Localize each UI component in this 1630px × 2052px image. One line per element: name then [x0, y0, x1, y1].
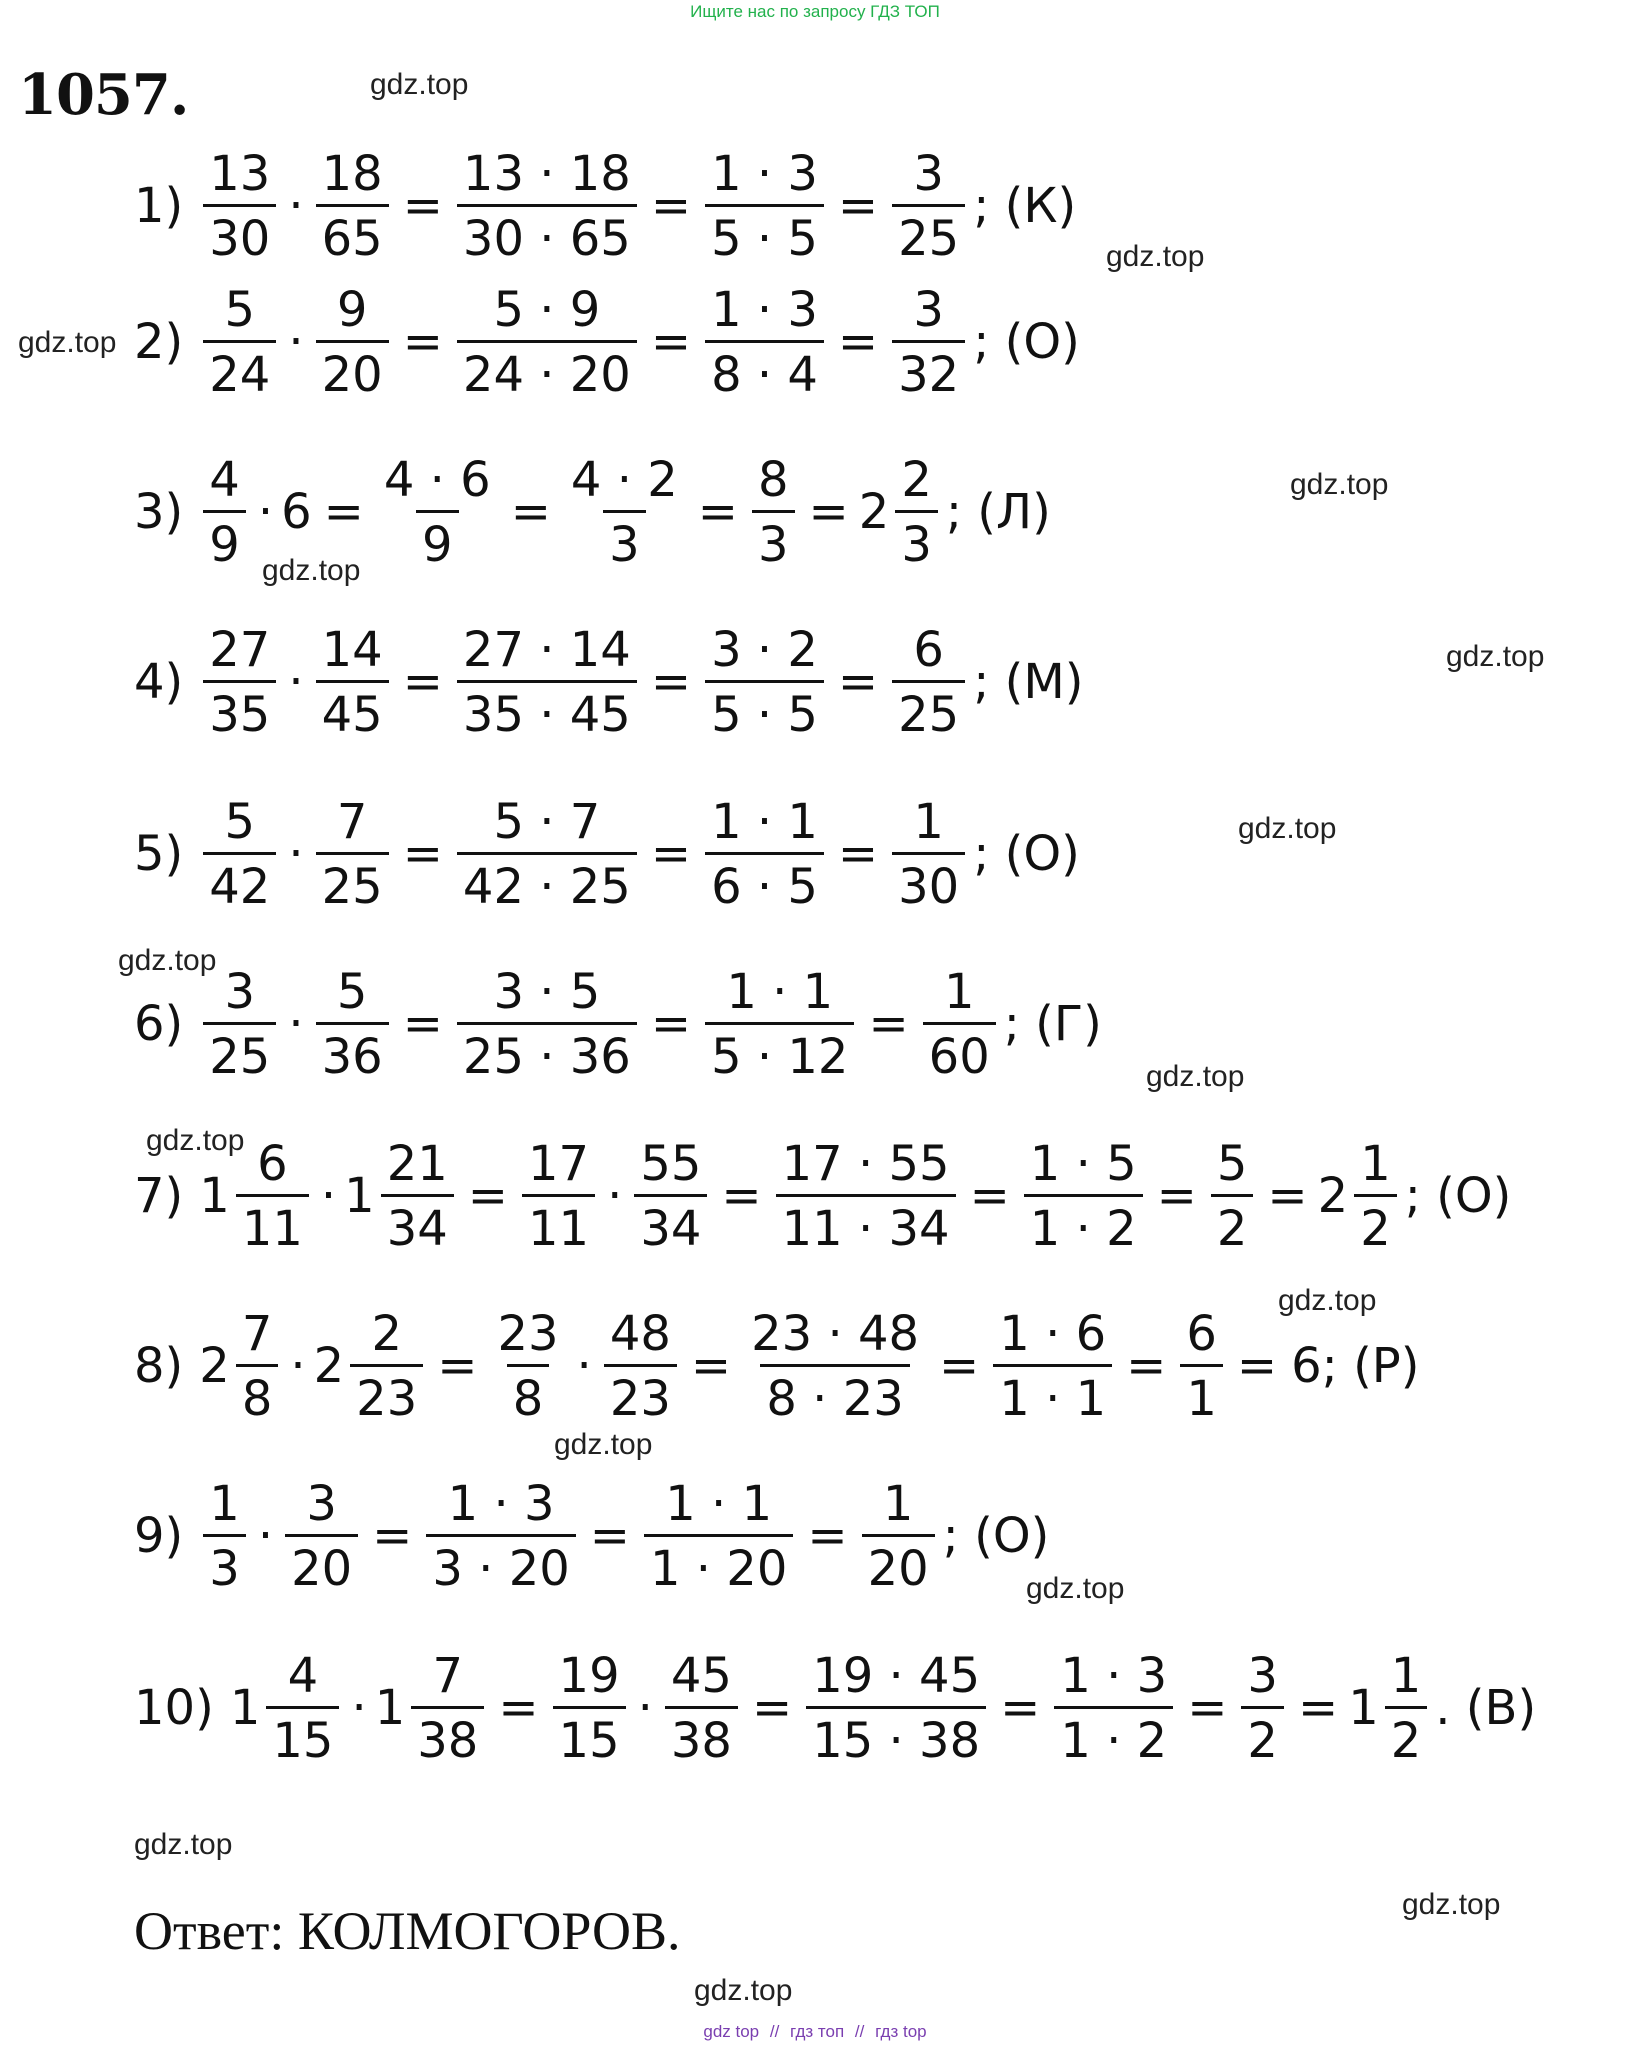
numerator: 5 [1216, 1135, 1248, 1192]
denominator: 15 [266, 1706, 339, 1765]
denominator: 36 [316, 1022, 389, 1081]
letter-code: ; (Л) [945, 484, 1051, 540]
multiply-dot: · [290, 1338, 306, 1394]
item-number: 8) [134, 1338, 184, 1394]
fraction [705, 793, 824, 915]
numerator: 1 · 3 [1060, 1647, 1168, 1704]
multiply-dot: · [257, 1508, 274, 1564]
numerator: 3 [913, 281, 944, 338]
equals-sign: = [969, 1168, 1010, 1224]
numerator: 4 [287, 1647, 319, 1704]
equation-line-1 [134, 140, 1076, 272]
numerator: 1 · 3 [447, 1475, 555, 1532]
whole-number: 2 [313, 1338, 345, 1394]
letter-code: ; (М) [973, 654, 1084, 710]
equals-sign: = [690, 1338, 732, 1394]
fraction [203, 621, 276, 743]
equals-sign: = [467, 1168, 508, 1224]
numerator: 4 · 6 [383, 451, 491, 508]
fraction [457, 793, 637, 915]
watermark: gdz.top [146, 1124, 245, 1157]
denominator: 1 · 2 [1024, 1194, 1143, 1253]
whole-number: 1 [1348, 1680, 1379, 1736]
numerator: 7 [432, 1647, 464, 1704]
numerator: 1 · 1 [665, 1475, 773, 1532]
numerator: 19 · 45 [812, 1647, 981, 1704]
numerator: 14 [321, 621, 383, 678]
numerator: 13 [209, 145, 271, 202]
denominator: 25 [316, 852, 389, 911]
letter-code: ; (Г) [1003, 996, 1102, 1052]
fraction [381, 1135, 454, 1257]
letter-code: ; (О) [942, 1508, 1050, 1564]
letter-code: . (В) [1435, 1680, 1537, 1736]
numerator: 1 · 6 [999, 1305, 1107, 1362]
letter-code: ; (О) [1404, 1168, 1512, 1224]
fraction [923, 963, 996, 1085]
numerator: 1 [882, 1475, 914, 1532]
multiply-dot: · [607, 1168, 623, 1224]
letter-code: 6; (Р) [1291, 1338, 1420, 1394]
denominator: 23 [604, 1364, 677, 1423]
fraction [1211, 1135, 1254, 1257]
fraction [316, 281, 389, 403]
equals-sign: = [837, 654, 879, 710]
denominator: 8 [507, 1364, 550, 1423]
denominator: 2 [1354, 1194, 1397, 1253]
fraction [411, 1647, 484, 1769]
whole-number: 2 [199, 1338, 230, 1394]
numerator: 2 [901, 451, 932, 508]
equals-sign: = [1187, 1680, 1228, 1736]
equation-line-10 [134, 1642, 1536, 1774]
item-number: 5) [134, 826, 184, 882]
numerator: 9 [336, 281, 368, 338]
denominator: 9 [416, 510, 459, 569]
numerator: 3 [306, 1475, 337, 1532]
watermark: gdz.top [554, 1428, 653, 1461]
numerator: 8 [758, 451, 789, 508]
denominator: 24 [203, 340, 276, 399]
numerator: 4 [209, 451, 240, 508]
equals-sign: = [372, 1508, 413, 1564]
numerator: 2 [371, 1305, 402, 1362]
numerator: 13 · 18 [462, 145, 631, 202]
equals-sign: = [510, 484, 551, 540]
numerator: 6 [913, 621, 944, 678]
equals-sign: = [402, 996, 443, 1052]
denominator: 11 [522, 1194, 595, 1253]
equals-sign: = [721, 1168, 762, 1224]
numerator: 7 [241, 1305, 273, 1362]
fraction [895, 451, 938, 573]
watermark: gdz.top [1402, 1888, 1501, 1921]
whole-number: 1 [374, 1680, 406, 1736]
equals-sign: = [1000, 1680, 1041, 1736]
watermark: gdz.top [1026, 1572, 1125, 1605]
fraction [862, 1475, 935, 1597]
fraction [604, 1305, 677, 1427]
equals-sign: = [939, 1338, 980, 1394]
fraction [316, 145, 389, 267]
item-number: 4) [134, 654, 184, 710]
fraction [203, 281, 276, 403]
numerator: 45 [670, 1647, 732, 1704]
denominator: 3 [752, 510, 795, 569]
fraction [457, 621, 637, 743]
fraction [457, 281, 637, 403]
denominator: 25 [892, 680, 965, 739]
denominator: 30 [203, 204, 276, 263]
letter-code: ; (О) [973, 826, 1080, 882]
denominator: 6 · 5 [705, 852, 824, 911]
answer-text: Ответ: КОЛМОГОРОВ. [134, 1901, 681, 1961]
equals-sign: = [1236, 1338, 1278, 1394]
watermark: gdz.top [1278, 1284, 1377, 1317]
watermark: gdz.top [1106, 240, 1205, 273]
numerator: 5 [224, 793, 256, 850]
watermark: gdz.top [1238, 812, 1337, 845]
whole-number: 1 [229, 1680, 261, 1736]
equals-sign: = [323, 484, 364, 540]
denominator: 11 [236, 1194, 309, 1253]
equation-line-4 [134, 616, 1084, 748]
numerator: 5 · 7 [493, 793, 601, 850]
fraction [1024, 1135, 1143, 1257]
numerator: 1 [943, 963, 975, 1020]
multiply-dot: · [576, 1338, 592, 1394]
letter-code: ; (О) [973, 314, 1080, 370]
denominator: 8 · 23 [760, 1364, 909, 1423]
fraction [634, 1135, 707, 1257]
equals-sign: = [837, 178, 879, 234]
problem-number: 1057. [18, 62, 189, 128]
numerator: 3 [224, 963, 256, 1020]
numerator: 23 · 48 [751, 1305, 920, 1362]
numerator: 6 [1186, 1305, 1217, 1362]
numerator: 1 [913, 793, 944, 850]
whole-number: 1 [344, 1168, 375, 1224]
watermark: gdz.top [370, 68, 469, 101]
equation-line-3 [134, 446, 1051, 578]
multiply-dot: · [637, 1680, 653, 1736]
fraction [266, 1647, 339, 1769]
whole-number: 2 [1317, 1168, 1349, 1224]
denominator: 1 · 1 [993, 1364, 1112, 1423]
item-number: 3) [134, 484, 184, 540]
numerator: 17 · 55 [781, 1135, 950, 1192]
fraction [1054, 1647, 1173, 1769]
equals-sign: = [808, 484, 849, 540]
multiply-dot: · [288, 654, 304, 710]
denominator: 11 · 34 [776, 1194, 956, 1253]
whole-number: 1 [199, 1168, 230, 1224]
fraction [350, 1305, 423, 1427]
equals-sign: = [1156, 1168, 1197, 1224]
equals-sign: = [837, 314, 879, 370]
denominator: 25 [203, 1022, 276, 1081]
fraction [705, 281, 824, 403]
multiply-dot: · [257, 484, 274, 540]
fraction [705, 145, 824, 267]
denominator: 1 · 20 [644, 1534, 793, 1593]
multiply-dot: · [288, 178, 304, 234]
fraction [1385, 1647, 1428, 1769]
denominator: 3 [895, 510, 938, 569]
denominator: 5 · 5 [705, 680, 824, 739]
denominator: 2 [1385, 1706, 1428, 1765]
numerator: 1 · 5 [1029, 1135, 1137, 1192]
fraction [665, 1647, 738, 1769]
watermark: gdz.top [18, 326, 117, 359]
denominator: 65 [316, 204, 389, 263]
equals-sign: = [437, 1338, 478, 1394]
fraction [553, 1647, 626, 1769]
equals-sign: = [1297, 1680, 1339, 1736]
equals-sign: = [650, 996, 692, 1052]
denominator: 23 [350, 1364, 423, 1423]
numerator: 1 · 1 [711, 793, 818, 850]
denominator: 24 · 20 [457, 340, 637, 399]
numerator: 1 · 3 [711, 145, 818, 202]
numerator: 27 · 14 [462, 621, 631, 678]
equation-line-2 [134, 276, 1080, 408]
denominator: 34 [634, 1194, 707, 1253]
numerator: 1 [1390, 1647, 1422, 1704]
numerator: 48 [609, 1305, 671, 1362]
fraction [203, 1475, 246, 1597]
footer-links [0, 2022, 1630, 2042]
denominator: 32 [892, 340, 965, 399]
fraction [491, 1305, 564, 1427]
equation-line-8 [134, 1300, 1419, 1432]
watermark: gdz.top [1446, 640, 1545, 673]
multiply-dot: · [288, 826, 304, 882]
multiply-dot: · [288, 996, 304, 1052]
denominator: 38 [665, 1706, 738, 1765]
fraction [236, 1135, 309, 1257]
item-number: 2) [134, 314, 184, 370]
numerator: 3 · 5 [493, 963, 601, 1020]
numerator: 23 [497, 1305, 559, 1362]
fraction [236, 1305, 279, 1427]
denominator: 2 [1241, 1706, 1284, 1765]
numerator: 21 [386, 1135, 448, 1192]
numerator: 1 [209, 1475, 240, 1532]
watermark: gdz.top [1146, 1060, 1245, 1093]
denominator: 42 · 25 [457, 852, 637, 911]
watermark: gdz.top [134, 1828, 233, 1861]
fraction [892, 793, 965, 915]
fraction [806, 1647, 986, 1769]
denominator: 15 [553, 1706, 626, 1765]
fraction [776, 1135, 956, 1257]
equation-line-7 [134, 1130, 1511, 1262]
fraction [1354, 1135, 1397, 1257]
letter-code: ; (К) [973, 178, 1077, 234]
item-number: 9) [134, 1508, 184, 1564]
numerator: 3 [913, 145, 944, 202]
denominator: 8 · 4 [705, 340, 824, 399]
footer-link[interactable]: гдз топ [790, 2022, 845, 2041]
numerator: 18 [321, 145, 383, 202]
denominator: 5 · 12 [705, 1022, 854, 1081]
numerator: 1 · 3 [711, 281, 818, 338]
denominator: 3 [203, 1534, 246, 1593]
watermark: gdz.top [262, 554, 361, 587]
denominator: 1 [1180, 1364, 1223, 1423]
equals-sign: = [807, 1508, 848, 1564]
denominator: 30 [892, 852, 965, 911]
fraction [892, 621, 965, 743]
fraction [1180, 1305, 1223, 1427]
numerator: 5 · 9 [493, 281, 601, 338]
denominator: 2 [1211, 1194, 1254, 1253]
fraction [745, 1305, 925, 1427]
numerator: 5 [336, 963, 368, 1020]
denominator: 1 · 2 [1054, 1706, 1173, 1765]
fraction [565, 451, 684, 573]
numerator: 4 · 2 [570, 451, 678, 508]
equation-line-5 [134, 788, 1080, 920]
item-number: 1) [134, 178, 184, 234]
fraction [378, 451, 497, 573]
fraction [316, 621, 389, 743]
denominator: 3 [603, 510, 646, 569]
equation-line-6 [134, 958, 1102, 1090]
item-number: 10) [134, 1680, 214, 1736]
fraction [426, 1475, 575, 1597]
numerator: 27 [209, 621, 271, 678]
fraction [203, 145, 276, 267]
equation-line-9 [134, 1470, 1049, 1602]
fraction [644, 1475, 793, 1597]
footer-link[interactable]: гдз top [875, 2022, 927, 2041]
fraction [457, 963, 637, 1085]
denominator: 42 [203, 852, 276, 911]
fraction [993, 1305, 1112, 1427]
multiply-dot: · [320, 1168, 337, 1224]
denominator: 9 [203, 510, 246, 569]
denominator: 35 · 45 [457, 680, 637, 739]
fraction [457, 145, 637, 267]
equals-sign: = [650, 826, 692, 882]
equals-sign: = [650, 654, 692, 710]
equals-sign: = [402, 826, 443, 882]
equals-sign: = [1126, 1338, 1167, 1394]
item-number: 6) [134, 996, 184, 1052]
equals-sign: = [589, 1508, 630, 1564]
footer-link[interactable]: gdz top [703, 2022, 760, 2041]
denominator: 35 [203, 680, 276, 739]
denominator: 20 [862, 1534, 935, 1593]
fraction [203, 793, 276, 915]
equals-sign: = [751, 1680, 793, 1736]
equals-sign: = [498, 1680, 539, 1736]
footer-separator: // [854, 2022, 865, 2041]
fraction [203, 451, 246, 573]
numerator: 5 [224, 281, 256, 338]
denominator: 3 · 20 [426, 1534, 575, 1593]
equals-sign: = [837, 826, 879, 882]
denominator: 15 · 38 [806, 1706, 986, 1765]
equals-sign: = [650, 314, 692, 370]
fraction [522, 1135, 595, 1257]
fraction [705, 621, 824, 743]
top-search-banner[interactable]: Ищите нас по запросу ГДЗ ТОП [690, 2, 940, 21]
numerator: 1 [1360, 1135, 1391, 1192]
whole-number: 2 [858, 484, 890, 540]
equals-sign: = [697, 484, 738, 540]
denominator: 45 [316, 680, 389, 739]
fraction [752, 451, 795, 573]
fraction [203, 963, 276, 1085]
numerator: 6 [257, 1135, 288, 1192]
fraction [285, 1475, 358, 1597]
denominator: 60 [923, 1022, 996, 1081]
fraction [892, 281, 965, 403]
equals-sign: = [402, 178, 443, 234]
denominator: 25 [892, 204, 965, 263]
equals-sign: = [650, 178, 692, 234]
multiply-dot: · [288, 314, 304, 370]
multiply-dot: · [351, 1680, 367, 1736]
numerator: 19 [558, 1647, 620, 1704]
numerator: 3 [1247, 1647, 1278, 1704]
equals-sign: = [402, 314, 443, 370]
numerator: 7 [336, 793, 368, 850]
numerator: 17 [528, 1135, 590, 1192]
whole-number: 6 [281, 484, 312, 540]
equals-sign: = [1267, 1168, 1308, 1224]
denominator: 20 [316, 340, 389, 399]
watermark: gdz.top [694, 1974, 793, 2007]
denominator: 8 [236, 1364, 279, 1423]
numerator: 55 [640, 1135, 702, 1192]
item-number: 7) [134, 1168, 184, 1224]
footer-separator: // [769, 2022, 780, 2041]
watermark: gdz.top [118, 944, 217, 977]
fraction [316, 793, 389, 915]
equals-sign: = [402, 654, 443, 710]
fraction [705, 963, 854, 1085]
denominator: 34 [381, 1194, 454, 1253]
fraction [316, 963, 389, 1085]
denominator: 38 [411, 1706, 484, 1765]
equals-sign: = [868, 996, 909, 1052]
numerator: 3 · 2 [711, 621, 818, 678]
watermark: gdz.top [1290, 468, 1389, 501]
denominator: 5 · 5 [705, 204, 824, 263]
denominator: 25 · 36 [457, 1022, 637, 1081]
fraction [1241, 1647, 1284, 1769]
numerator: 1 · 1 [726, 963, 834, 1020]
denominator: 30 · 65 [457, 204, 637, 263]
denominator: 20 [285, 1534, 358, 1593]
fraction [892, 145, 965, 267]
